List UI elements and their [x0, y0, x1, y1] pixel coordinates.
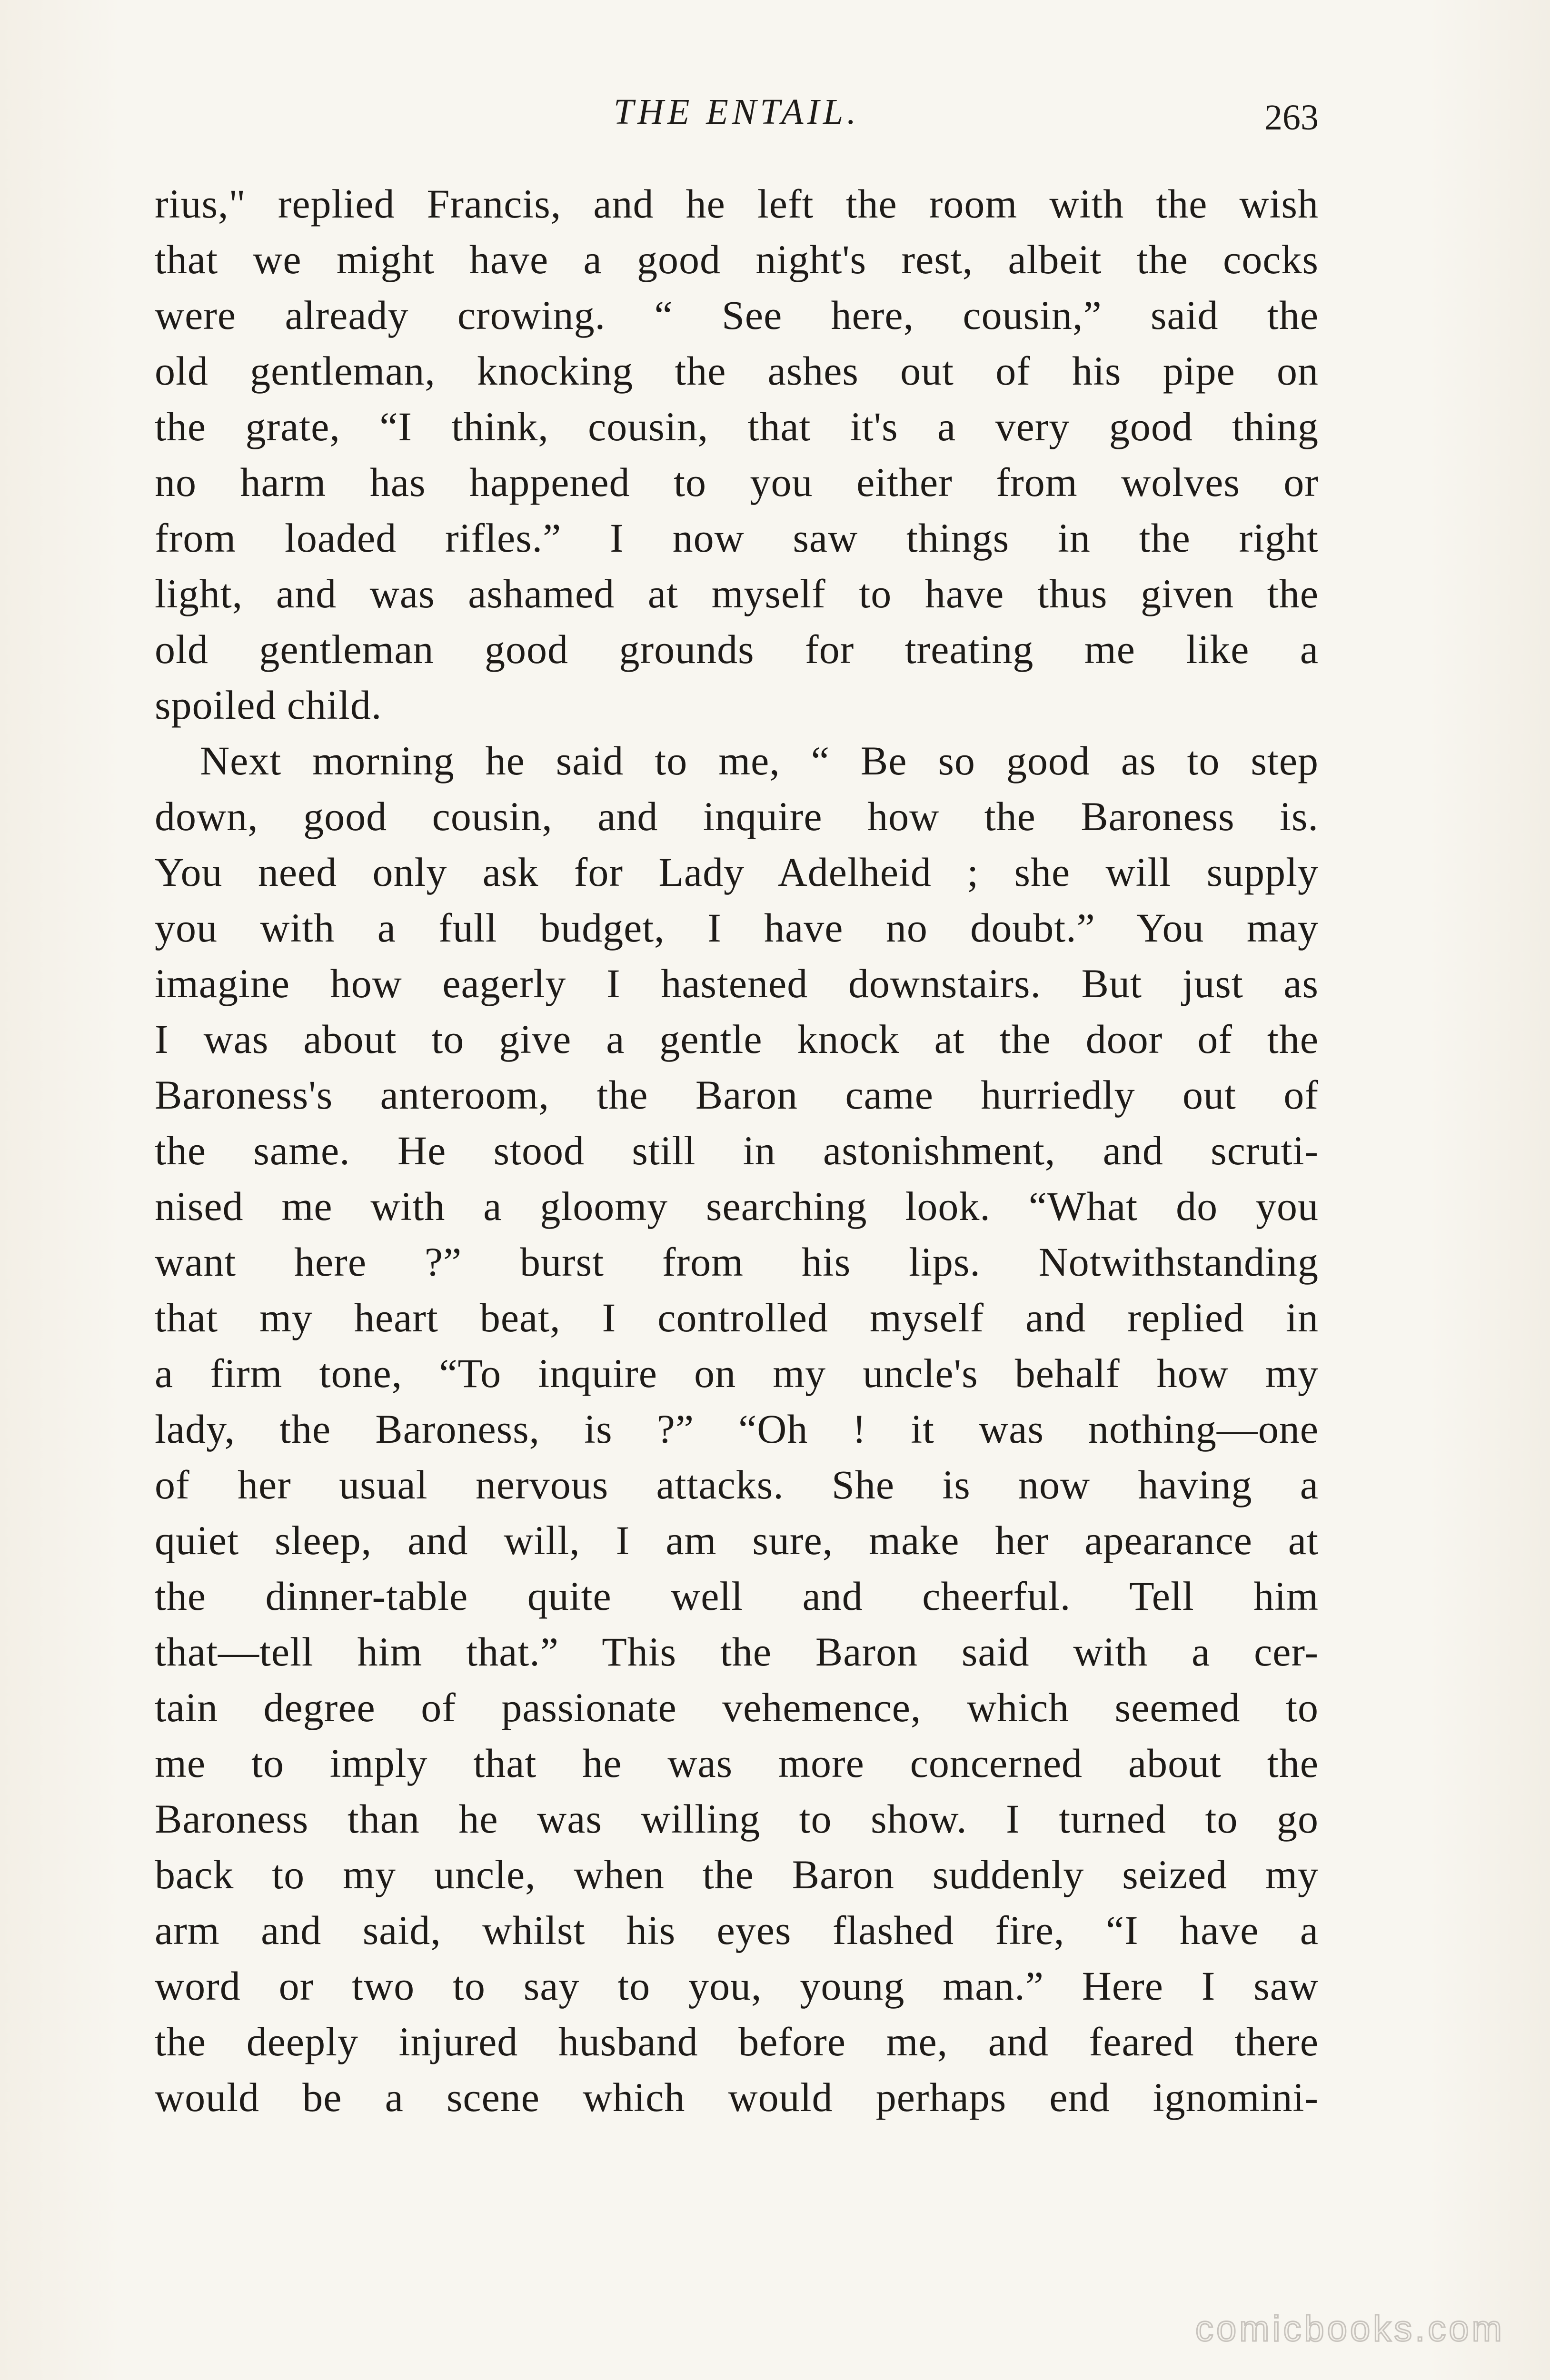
- text-line: that—tell him that.” This the Baron said with a cer-: [155, 1629, 1319, 1675]
- text-line: I was about to give a gentle knock at the door of the: [155, 1016, 1319, 1062]
- text-line: no harm has happened to you either from wolves or: [155, 459, 1319, 505]
- page-number: 263: [1264, 98, 1319, 138]
- text-line: from loaded rifles.” I now saw things in the right: [155, 515, 1319, 561]
- text-line: old gentleman, knocking the ashes out of his pipe on: [155, 348, 1319, 394]
- running-head: [155, 86, 1319, 138]
- text-line: rius," replied Francis, and he left the room with the wish: [155, 181, 1319, 227]
- text-line: Baroness's anteroom, the Baron came hurriedly out of: [155, 1072, 1319, 1118]
- text-line: lady, the Baroness, is ?” “Oh ! it was nothing—one: [155, 1406, 1319, 1452]
- text-line: tain degree of passionate vehemence, which seemed to: [155, 1685, 1319, 1730]
- text-line: the deeply injured husband before me, and feared there: [155, 2019, 1319, 2064]
- text-line: word or two to say to you, young man.” Here I saw: [155, 1963, 1319, 2009]
- watermark: comicbooks.com: [1195, 2309, 1505, 2349]
- text-line: the grate, “I think, cousin, that it's a very good thing: [155, 404, 1319, 449]
- text-line: Next morning he said to me, “ Be so good as to step: [200, 738, 1319, 783]
- text-line: back to my uncle, when the Baron suddenly seized my: [155, 1852, 1319, 1897]
- text-line: were already crowing. “ See here, cousin,” said the: [155, 292, 1319, 338]
- text-line: you with a full budget, I have no doubt.” You may: [155, 905, 1319, 951]
- text-line: down, good cousin, and inquire how the Baroness is.: [155, 793, 1319, 839]
- body-text: [155, 176, 1319, 2125]
- text-line: that we might have a good night's rest, albeit the cocks: [155, 237, 1319, 282]
- running-title: THE ENTAIL.: [613, 92, 860, 132]
- text-line: of her usual nervous attacks. She is now having a: [155, 1462, 1319, 1507]
- text-line: want here ?” burst from his lips. Notwithstanding: [155, 1239, 1319, 1285]
- text-line: quiet sleep, and will, I am sure, make her apearance at: [155, 1517, 1319, 1563]
- text-line: light, and was ashamed at myself to have thus given the: [155, 571, 1319, 616]
- text-line: old gentleman good grounds for treating me like a: [155, 626, 1319, 672]
- text-line: nised me with a gloomy searching look. “What do you: [155, 1183, 1319, 1229]
- text-line: would be a scene which would perhaps end ignomini-: [155, 2074, 1319, 2120]
- text-line: the same. He stood still in astonishment, and scruti-: [155, 1128, 1319, 1173]
- text-line: You need only ask for Lady Adelheid ; she will supply: [155, 849, 1319, 895]
- text-line: the dinner-table quite well and cheerful. Tell him: [155, 1573, 1319, 1619]
- text-line: Baroness than he was willing to show. I turned to go: [155, 1796, 1319, 1842]
- text-line: me to imply that he was more concerned about the: [155, 1740, 1319, 1786]
- text-line: that my heart beat, I controlled myself and replied in: [155, 1295, 1319, 1340]
- text-line: a firm tone, “To inquire on my uncle's behalf how my: [155, 1350, 1319, 1396]
- text-line: spoiled child.: [155, 682, 382, 728]
- text-line: imagine how eagerly I hastened downstairs. But just as: [155, 961, 1319, 1006]
- text-line: arm and said, whilst his eyes flashed fire, “I have a: [155, 1907, 1319, 1953]
